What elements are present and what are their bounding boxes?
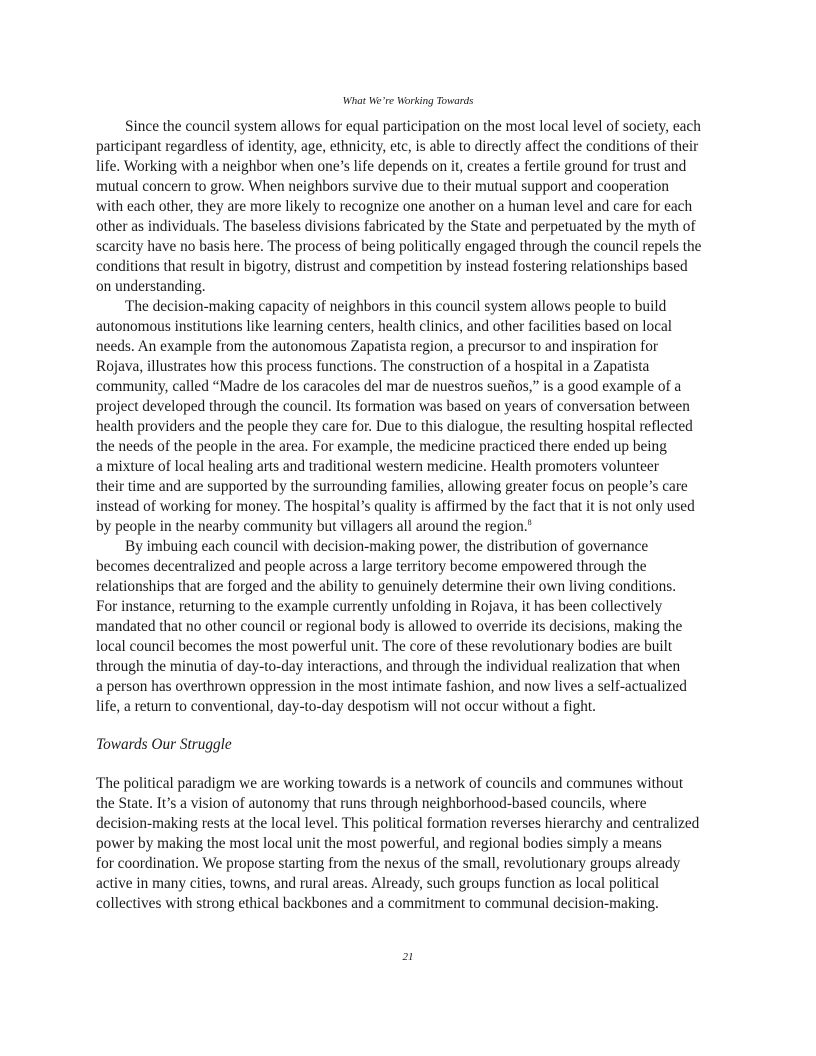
text-line: the State. It’s a vision of autonomy that runs through neighborhood-based councils, where [96,795,647,812]
text-line: local council becomes the most powerful unit. The core of these revolutionary bodies are built [96,638,673,655]
text-line: For instance, returning to the example currently unfolding in Rojava, it has been collectively [96,598,663,615]
footnote-marker[interactable]: 8 [527,518,532,527]
paragraph-autonomous-institutions [96,297,722,537]
body-text [96,117,722,914]
text-line: community, called “Madre de los caracoles del mar de nuestros sueños,” is a good example of a [96,378,682,395]
text-line: a person has overthrown oppression in the most intimate fashion, and now lives a self-actualized [96,678,687,695]
text-line: The political paradigm we are working towards is a network of councils and communes without [96,775,684,792]
text-line: By imbuing each council with decision-making power, the distribution of governance [125,538,649,555]
paragraph-council-participation [96,117,722,297]
text-line: mutual concern to grow. When neighbors survive due to their mutual support and cooperation [96,178,670,195]
text-line: autonomous institutions like learning centers, health clinics, and other facilities based on local [96,318,673,335]
text-line: instead of working for money. The hospital’s quality is affirmed by the fact that it is not only used [96,498,695,515]
text-line: The decision-making capacity of neighbors in this council system allows people to build [125,298,667,315]
paragraph-political-paradigm [96,774,722,914]
text-line: life, a return to conventional, day-to-day despotism will not occur without a fight. [96,698,597,715]
text-line: mandated that no other council or regional body is allowed to override its decisions, making the [96,618,683,635]
text-line: with each other, they are more likely to recognize one another on a human level and care for each [96,198,693,215]
text-line: project developed through the council. Its formation was based on years of conversation between [96,398,690,415]
text-line: conditions that result in bigotry, distrust and competition by instead fostering relationships based [96,258,688,275]
text-line: participant regardless of identity, age, ethnicity, etc, is able to directly affect the conditions of their [96,138,699,155]
section-heading: Towards Our Struggle [96,736,232,753]
paragraph-decentralized-governance [96,537,722,717]
text-line: power by making the most local unit the most powerful, and regional bodies simply a means [96,835,662,852]
text-line: relationships that are forged and the ability to genuinely determine their own living conditions. [96,578,677,595]
text-line: their time and are supported by the surrounding families, allowing greater focus on people’s care [96,478,688,495]
text-line: health providers and the people they care for. Due to this dialogue, the resulting hospital reflected [96,418,693,435]
text-line: life. Working with a neighbor when one’s life depends on it, creates a fertile ground for trust and [96,158,687,175]
text-line: for coordination. We propose starting from the nexus of the small, revolutionary groups already [96,855,681,872]
text-line: through the minutia of day-to-day interactions, and through the individual realization that when [96,658,681,675]
text-line: Since the council system allows for equal participation on the most local level of society, each [125,118,701,135]
text-line: on understanding. [96,278,206,295]
text-line: scarcity have no basis here. The process of being politically engaged through the council repels the [96,238,702,255]
text-line: Rojava, illustrates how this process functions. The construction of a hospital in a Zapatista [96,358,650,375]
running-head: What We’re Working Towards [342,95,474,107]
text-line: active in many cities, towns, and rural areas. Already, such groups function as local political [96,875,660,892]
text-line: the needs of the people in the area. For example, the medicine practiced there ended up being [96,438,667,455]
text-line: a mixture of local healing arts and traditional western medicine. Health promoters volunteer [96,458,659,475]
page-number: 21 [402,951,414,963]
text-line: other as individuals. The baseless divisions fabricated by the State and perpetuated by the myth of [96,218,696,235]
text-line: collectives with strong ethical backbones and a commitment to communal decision-making. [96,895,659,912]
text-line: decision-making rests at the local level. This political formation reverses hierarchy and centralized [96,815,700,832]
text-line: needs. An example from the autonomous Zapatista region, a precursor to and inspiration for [96,338,659,355]
text-line: becomes decentralized and people across a large territory become empowered through the [96,558,647,575]
text-line: by people in the nearby community but villagers all around the region. [96,518,528,535]
text-line-with-footnote [96,517,722,537]
